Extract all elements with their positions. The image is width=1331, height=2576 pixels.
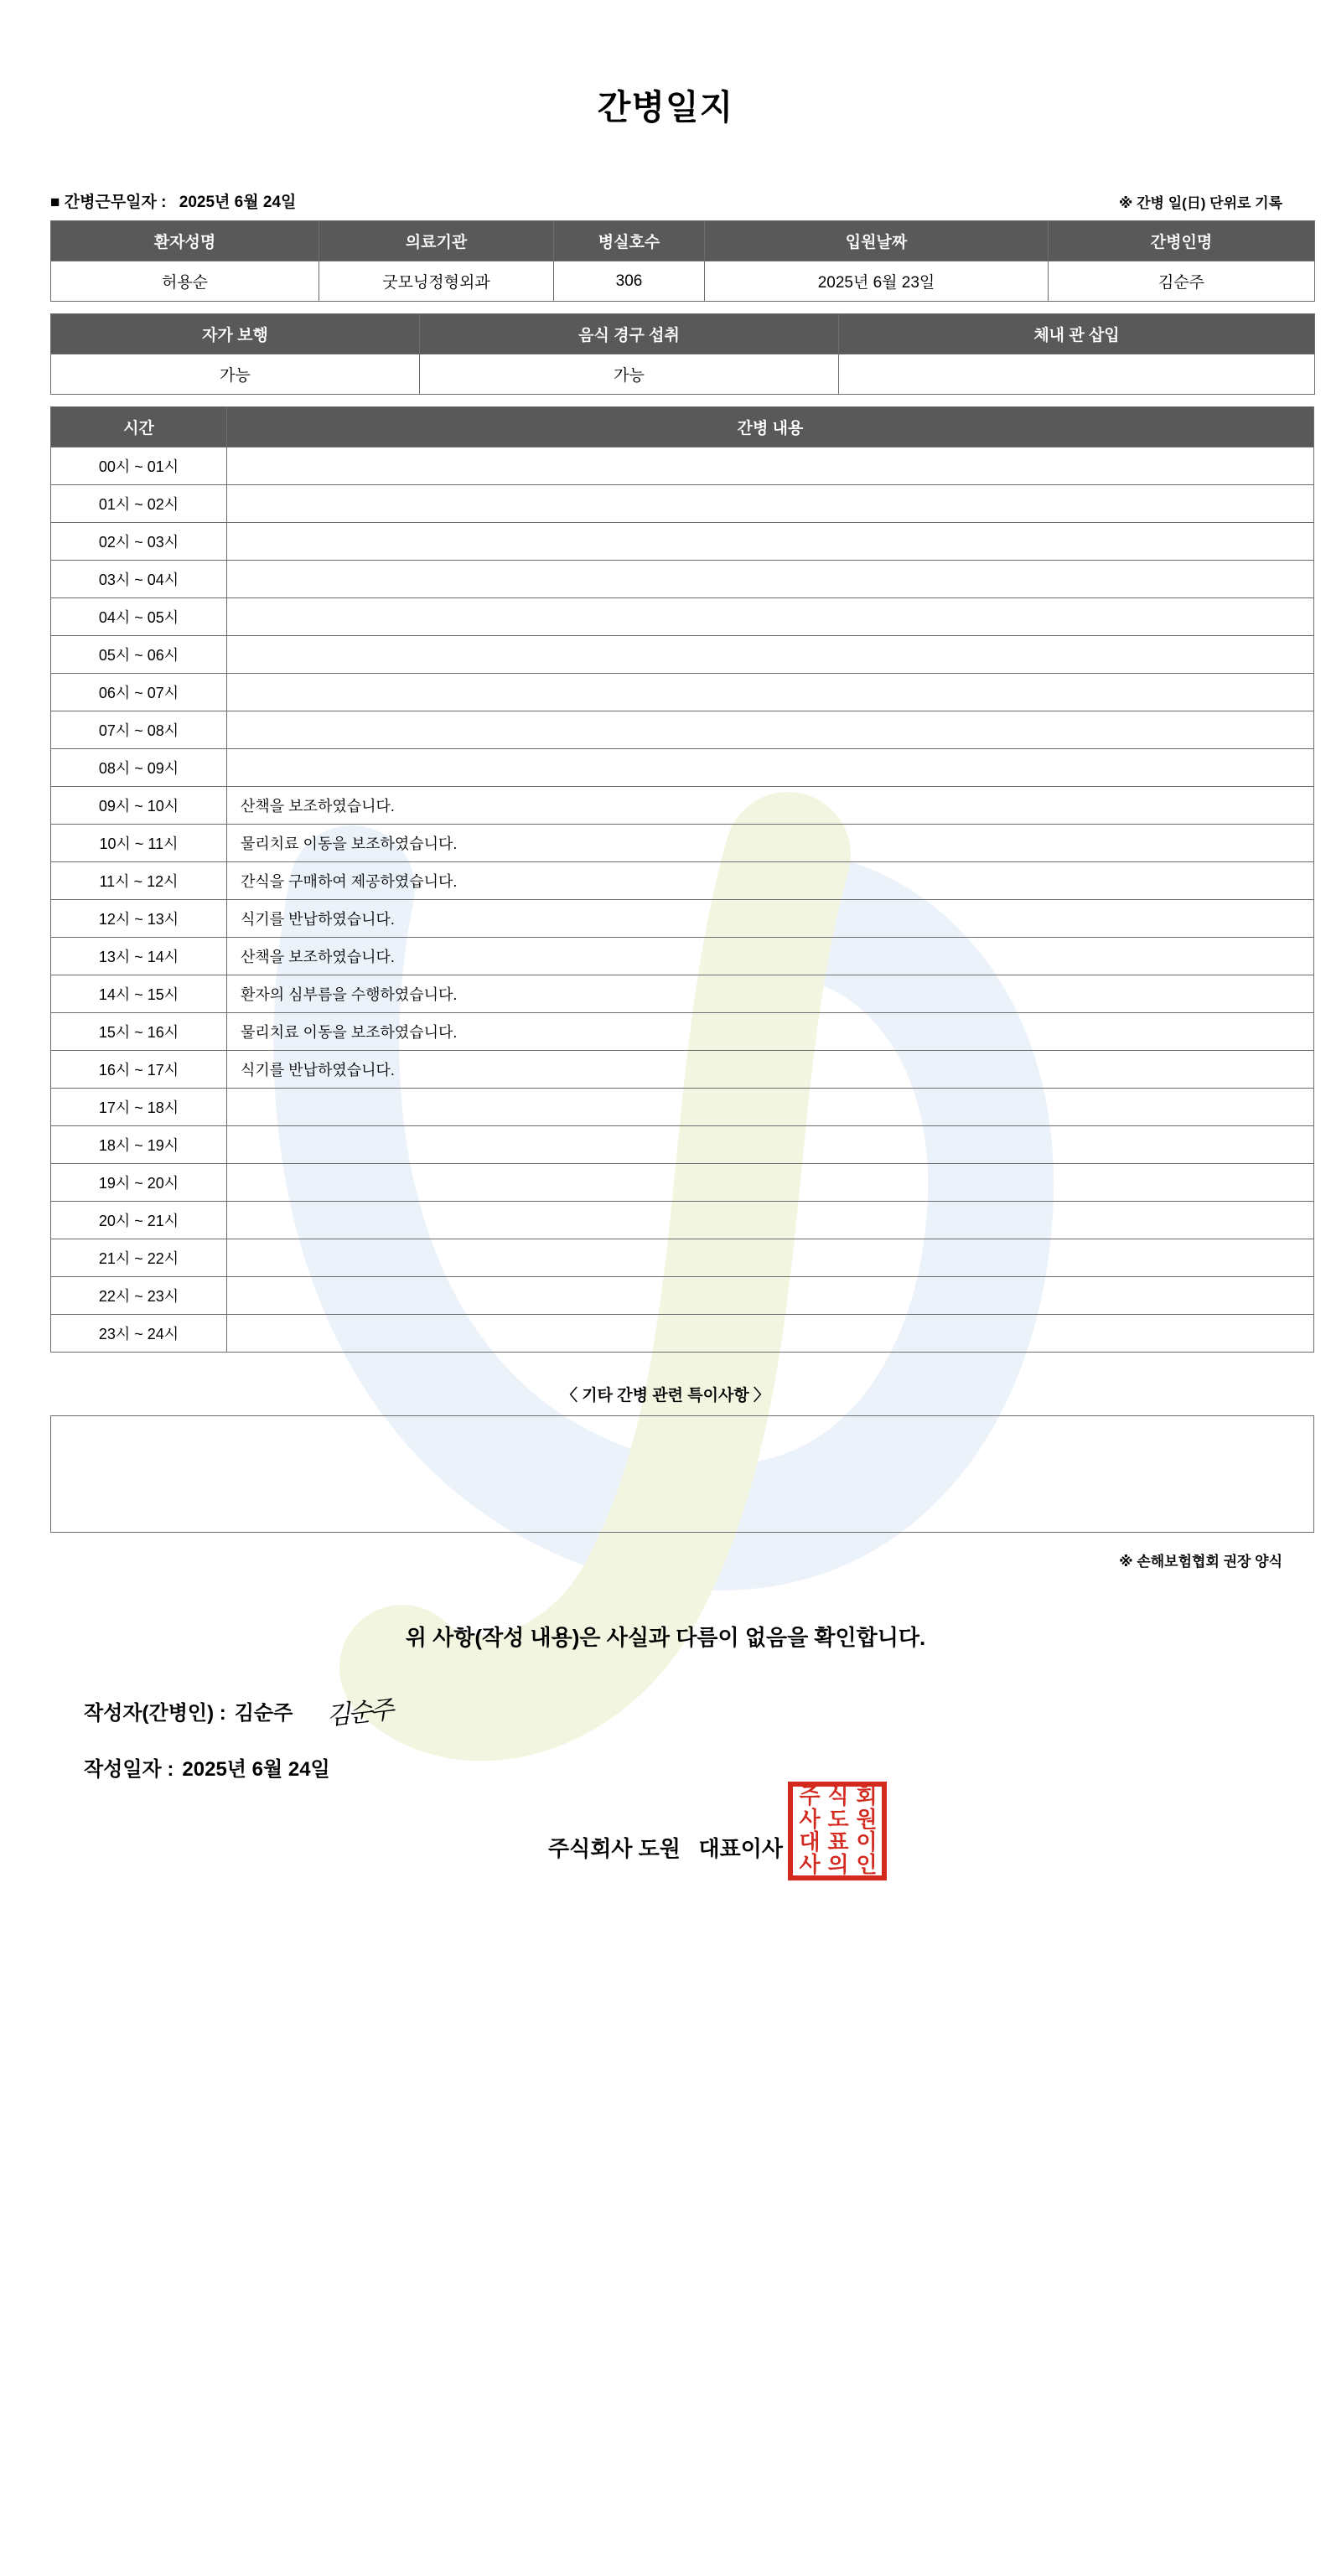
- value-self-ambulation: 가능: [51, 354, 420, 395]
- author-label: 작성자(간병인) :: [84, 1701, 226, 1725]
- seal-char: 사: [799, 1852, 819, 1878]
- table-header-row: [51, 407, 1314, 447]
- company-row: [34, 1783, 1297, 1878]
- log-time-cell: 12시 ~ 13시: [51, 900, 227, 938]
- value-caregiver-name: 김순주: [1049, 261, 1315, 302]
- log-time-cell: 20시 ~ 21시: [51, 1202, 227, 1239]
- log-time-cell: 06시 ~ 07시: [51, 674, 227, 711]
- log-time-cell: 17시 ~ 18시: [51, 1089, 227, 1126]
- table-row: [51, 1051, 1314, 1089]
- unit-note: ※ 간병 일(日) 단위로 기록: [1118, 195, 1282, 211]
- log-note-cell[interactable]: [227, 447, 1314, 485]
- col-room-number: 병실호수: [554, 221, 705, 261]
- log-note-cell[interactable]: [227, 711, 1314, 749]
- value-tube-insertion: [839, 354, 1315, 395]
- date-value: 2025년 6월 24일: [182, 1758, 330, 1781]
- seal-char: 주: [799, 1783, 819, 1809]
- date-row: [84, 1752, 1297, 1782]
- log-time-cell: 04시 ~ 05시: [51, 598, 227, 636]
- confirmation-statement: 위 사항(작성 내용)은 사실과 다름이 없음을 확인합니다.: [405, 1625, 926, 1650]
- table-row: [51, 825, 1314, 862]
- col-oral-intake: 음식 경구 섭취: [420, 314, 839, 354]
- log-note-cell[interactable]: [227, 1315, 1314, 1353]
- table-row: [51, 261, 1315, 302]
- table-header-row: [51, 221, 1315, 261]
- company-seal-stamp: [788, 1782, 887, 1880]
- work-date-label: ■ 간병근무일자 :: [50, 194, 167, 211]
- col-care-content: 간병 내용: [227, 407, 1314, 447]
- patient-info-table-wrap: [34, 220, 1297, 302]
- seal-char: 의: [827, 1852, 847, 1878]
- table-row: [51, 711, 1314, 749]
- table-row: [51, 1315, 1314, 1353]
- log-note-cell[interactable]: [227, 1164, 1314, 1202]
- care-log-table-wrap: [34, 406, 1297, 1353]
- value-admission-date: 2025년 6월 23일: [705, 261, 1049, 302]
- log-time-cell: 22시 ~ 23시: [51, 1277, 227, 1315]
- value-oral-intake: 가능: [420, 354, 839, 395]
- seal-char: 회: [856, 1783, 876, 1809]
- table-row: [51, 787, 1314, 825]
- seal-char: 인: [856, 1852, 876, 1878]
- table-row: [51, 561, 1314, 598]
- table-row: [51, 598, 1314, 636]
- log-time-cell: 09시 ~ 10시: [51, 787, 227, 825]
- table-row: [51, 749, 1314, 787]
- seal-char: 도: [827, 1806, 847, 1832]
- log-note-cell[interactable]: [227, 1239, 1314, 1277]
- table-row: [51, 1277, 1314, 1315]
- log-note-cell[interactable]: [227, 1277, 1314, 1315]
- value-hospital: 굿모닝정형외과: [319, 261, 554, 302]
- log-note-cell[interactable]: 물리치료 이동을 보조하였습니다.: [227, 825, 1314, 862]
- association-note: ※ 손해보험협회 권장 양식: [1119, 1554, 1282, 1570]
- log-time-cell: 01시 ~ 02시: [51, 485, 227, 523]
- care-log-body: [51, 447, 1314, 1353]
- log-time-cell: 21시 ~ 22시: [51, 1239, 227, 1277]
- log-note-cell[interactable]: 식기를 반납하였습니다.: [227, 900, 1314, 938]
- work-date: [50, 189, 296, 212]
- meta-row: [34, 189, 1297, 212]
- log-note-cell[interactable]: 물리치료 이동을 보조하였습니다.: [227, 1013, 1314, 1051]
- log-note-cell[interactable]: [227, 749, 1314, 787]
- author-row: [84, 1692, 1297, 1729]
- table-row: [51, 354, 1315, 395]
- col-self-ambulation: 자가 보행: [51, 314, 420, 354]
- col-time: 시간: [51, 407, 227, 447]
- log-time-cell: 10시 ~ 11시: [51, 825, 227, 862]
- col-admission-date: 입원날짜: [705, 221, 1049, 261]
- log-time-cell: 23시 ~ 24시: [51, 1315, 227, 1353]
- log-note-cell[interactable]: [227, 1089, 1314, 1126]
- table-row: [51, 1164, 1314, 1202]
- log-note-cell[interactable]: [227, 674, 1314, 711]
- table-row: [51, 674, 1314, 711]
- log-note-cell[interactable]: 간식을 구매하여 제공하였습니다.: [227, 862, 1314, 900]
- seal-char: 사: [799, 1806, 819, 1832]
- col-patient-name: 환자성명: [51, 221, 319, 261]
- log-time-cell: 08시 ~ 09시: [51, 749, 227, 787]
- table-header-row: [51, 314, 1315, 354]
- log-time-cell: 18시 ~ 19시: [51, 1126, 227, 1164]
- log-note-cell[interactable]: 환자의 심부름을 수행하였습니다.: [227, 975, 1314, 1013]
- log-note-cell[interactable]: 산책을 보조하였습니다.: [227, 787, 1314, 825]
- log-note-cell[interactable]: [227, 598, 1314, 636]
- seal-char: 표: [827, 1829, 847, 1854]
- table-row: [51, 900, 1314, 938]
- seal-char: 원: [856, 1806, 876, 1832]
- col-tube-insertion: 체내 관 삽입: [839, 314, 1315, 354]
- table-row: [51, 1202, 1314, 1239]
- log-time-cell: 00시 ~ 01시: [51, 447, 227, 485]
- log-time-cell: 13시 ~ 14시: [51, 938, 227, 975]
- log-time-cell: 16시 ~ 17시: [51, 1051, 227, 1089]
- table-row: [51, 1239, 1314, 1277]
- log-note-cell[interactable]: [227, 636, 1314, 674]
- log-note-cell[interactable]: [227, 561, 1314, 598]
- log-time-cell: 11시 ~ 12시: [51, 862, 227, 900]
- table-row: [51, 938, 1314, 975]
- special-notes-box[interactable]: [50, 1415, 1314, 1533]
- care-status-table-wrap: [34, 313, 1297, 395]
- table-row: [51, 975, 1314, 1013]
- log-note-cell[interactable]: [227, 1126, 1314, 1164]
- table-row: [51, 485, 1314, 523]
- log-time-cell: 19시 ~ 20시: [51, 1164, 227, 1202]
- value-patient-name: 허용순: [51, 261, 319, 302]
- special-notes-title: 〈 기타 간병 관련 특이사항 〉: [562, 1387, 769, 1404]
- table-row: [51, 636, 1314, 674]
- col-caregiver-name: 간병인명: [1049, 221, 1315, 261]
- table-row: [51, 1089, 1314, 1126]
- log-time-cell: 02시 ~ 03시: [51, 523, 227, 561]
- log-note-cell[interactable]: [227, 1202, 1314, 1239]
- log-time-cell: 15시 ~ 16시: [51, 1013, 227, 1051]
- log-note-cell[interactable]: [227, 523, 1314, 561]
- seal-char: 대: [799, 1829, 819, 1854]
- care-status-table: [50, 313, 1315, 395]
- signature-block: [34, 1692, 1297, 1782]
- table-row: [51, 1013, 1314, 1051]
- patient-info-table: [50, 220, 1315, 302]
- log-note-cell[interactable]: 식기를 반납하였습니다.: [227, 1051, 1314, 1089]
- table-row: [51, 1126, 1314, 1164]
- table-row: [51, 447, 1314, 485]
- log-time-cell: 07시 ~ 08시: [51, 711, 227, 749]
- page-title: 간병일지: [597, 88, 734, 127]
- log-time-cell: 03시 ~ 04시: [51, 561, 227, 598]
- log-time-cell: 05시 ~ 06시: [51, 636, 227, 674]
- log-time-cell: 14시 ~ 15시: [51, 975, 227, 1013]
- log-note-cell[interactable]: [227, 485, 1314, 523]
- seal-char: 이: [856, 1829, 876, 1854]
- work-date-value: 2025년 6월 24일: [179, 194, 297, 211]
- value-room-number: 306: [554, 261, 705, 302]
- company-name: 주식회사 도원 대표이사: [547, 1836, 784, 1861]
- date-label: 작성일자 :: [84, 1758, 174, 1781]
- care-log-table: [50, 406, 1314, 1353]
- seal-char: 식: [827, 1783, 847, 1809]
- author-signature: 김순주: [325, 1695, 394, 1731]
- table-row: [51, 523, 1314, 561]
- author-value: 김순주: [234, 1701, 293, 1725]
- col-hospital: 의료기관: [319, 221, 554, 261]
- table-row: [51, 862, 1314, 900]
- log-note-cell[interactable]: 산책을 보조하였습니다.: [227, 938, 1314, 975]
